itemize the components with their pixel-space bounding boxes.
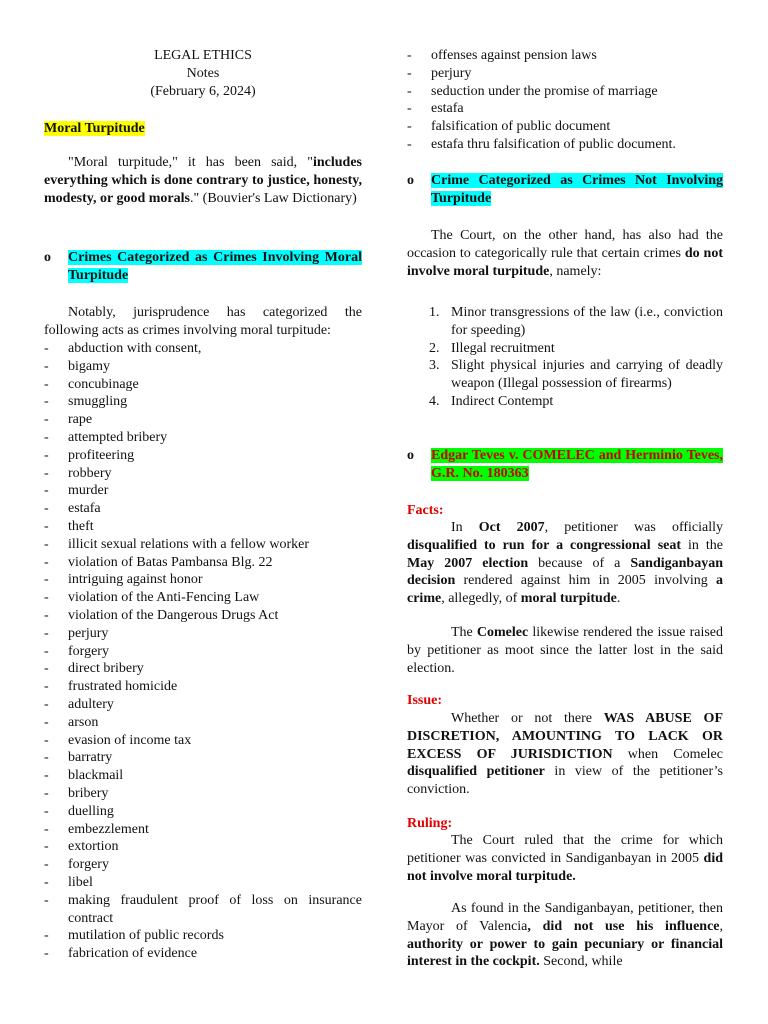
list-item: - adultery (44, 696, 362, 714)
list-item: - bribery (44, 785, 362, 803)
list-item-text: Minor transgressions of the law (i.e., conviction for speeding) (451, 305, 723, 338)
list-item: - perjury (407, 65, 723, 83)
heading-crimes-not-involving: o Crime Categorized as Crimes Not Involving Turpitude (407, 173, 723, 206)
case-title: Edgar Teves v. COMELEC and Herminio Teves, G.R. No. 180363 (431, 448, 723, 481)
list-item: - extortion (44, 838, 362, 856)
list-item (407, 393, 723, 411)
list-item: - forgery (44, 856, 362, 874)
case-title-row (407, 447, 723, 483)
list-item: - smuggling (44, 393, 362, 411)
document-date: (February 6, 2024) (150, 84, 256, 99)
list-item: - seduction under the promise of marriage (407, 83, 723, 101)
facts-label: Facts: (407, 503, 444, 518)
list-item: - offenses against pension laws (407, 47, 723, 65)
list-item: - estafa thru falsification of public document. (407, 136, 723, 154)
court-paragraph: The Court, on the other hand, has also had the occasion to categorically rule that certain crimes do not involve moral turpitude, namely: (407, 228, 723, 279)
list-item: - abduction with consent, (44, 340, 362, 358)
facts-paragraph: In Oct 2007, petitioner was officially disqualified to run for a congressional seat in the May 2007 election because of a Sandiganbayan decision rendered against him in 2005 involving a crime, allegedly, of moral turpitude. (407, 520, 723, 607)
list-item: - libel (44, 874, 362, 892)
list-item: - blackmail (44, 767, 362, 785)
found-paragraph: As found in the Sandiganbayan, petitioner, then Mayor of Valencia, did not use his influence, authority or power to gain pecuniary or financial interest in the cockpit. Second, while (407, 901, 723, 970)
list-item-text: Indirect Contempt (451, 393, 554, 409)
ruling-paragraph: The Court ruled that the crime for which petitioner was convicted in Sandiganbayan in 2005 did not involve moral turpitude. (407, 833, 723, 884)
document-header (44, 47, 362, 101)
list-item: - bigamy (44, 358, 362, 376)
list-item: - murder (44, 482, 362, 500)
comelec-paragraph: The Comelec likewise rendered the issue raised by petitioner as moot since the latter lost in the said election. (407, 625, 724, 676)
list-item: - making fraudulent proof of loss on insurance contract (44, 892, 362, 928)
issue-label: Issue: (407, 693, 443, 708)
list-item (407, 304, 723, 340)
ruling-label: Ruling: (407, 816, 453, 831)
issue-paragraph: Whether or not there WAS ABUSE OF DISCRETION, AMOUNTING TO LACK OR EXCESS OF JURISDICTION when Comelec disqualified petitioner in view of the petitioner’s conviction. (407, 711, 723, 798)
list-item: - illicit sexual relations with a fellow worker (44, 536, 362, 554)
list-item: - violation of the Dangerous Drugs Act (44, 607, 362, 625)
list-item (407, 340, 723, 358)
crimes-intro: Notably, jurisprudence has categorized the following acts as crimes involving moral turpitude: (44, 305, 362, 338)
list-number: 4. (429, 393, 440, 409)
list-item: - profiteering (44, 447, 362, 465)
list-item-text: Slight physical injuries and carrying of deadly weapon (Illegal possession of firearms) (451, 358, 723, 392)
bullet-marker: o (44, 250, 51, 265)
list-item: - concubinage (44, 376, 362, 394)
bullet-marker: o (407, 173, 414, 188)
list-item: - embezzlement (44, 821, 362, 839)
list-item: - falsification of public document (407, 118, 723, 136)
list-item: - fabrication of evidence (44, 945, 362, 963)
list-item: - perjury (44, 625, 362, 643)
list-item: - evasion of income tax (44, 732, 362, 750)
list-number: 1. (429, 305, 440, 320)
crimes-involving-list (44, 340, 362, 963)
list-item: - direct bribery (44, 660, 362, 678)
list-item: - rape (44, 411, 362, 429)
list-item: - robbery (44, 465, 362, 483)
list-item: - violation of the Anti-Fencing Law (44, 589, 362, 607)
list-item: - frustrated homicide (44, 678, 362, 696)
bullet-marker: o (407, 448, 414, 463)
list-item: - forgery (44, 643, 362, 661)
list-item: - estafa (407, 100, 723, 118)
crimes-not-involving-list (407, 304, 723, 411)
list-item: - arson (44, 714, 362, 732)
list-item: - attempted bribery (44, 429, 362, 447)
crimes-involving-list-continued (407, 47, 723, 154)
list-item: - barratry (44, 749, 362, 767)
document-title: LEGAL ETHICS (154, 48, 252, 63)
list-item: - mutilation of public records (44, 927, 362, 945)
list-item: - theft (44, 518, 362, 536)
list-item: - duelling (44, 803, 362, 821)
definition-paragraph: "Moral turpitude," it has been said, "includes everything which is done contrary to justice, honesty, modesty, or good morals." (Bouvier's Law Dictionary) (44, 155, 362, 206)
list-item (407, 357, 723, 393)
document-subtitle: Notes (186, 66, 220, 81)
heading-crimes-involving: o Crimes Categorized as Crimes Involving Moral Turpitude (44, 250, 362, 283)
list-item: - violation of Batas Pambansa Blg. 22 (44, 554, 362, 572)
list-item: - intriguing against honor (44, 571, 362, 589)
list-number: 2. (429, 340, 440, 356)
list-item: - estafa (44, 500, 362, 518)
list-number: 3. (429, 358, 440, 374)
section-title-moral-turpitude: Moral Turpitude (44, 121, 145, 136)
list-item-text: Illegal recruitment (451, 340, 555, 356)
